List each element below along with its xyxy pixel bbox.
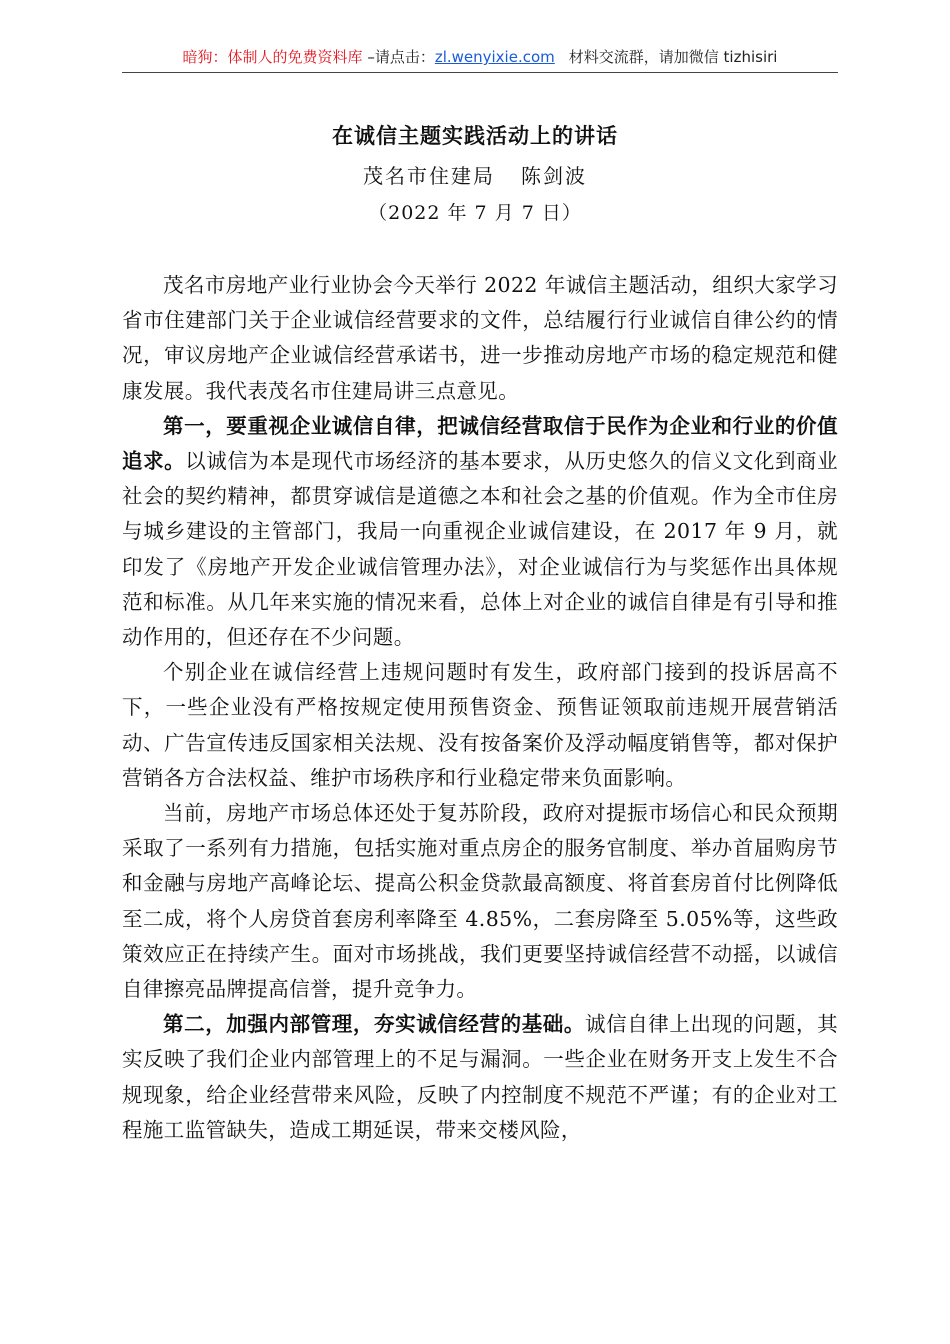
paragraph-point-one	[122, 409, 838, 655]
document-author	[0, 160, 950, 189]
document-title: 在诚信主题实践活动上的讲话	[332, 123, 618, 148]
header-brand: 暗狗：体制人的免费资料库	[182, 48, 363, 66]
paragraph-point-two	[122, 1007, 838, 1148]
author-org: 茂名市住建局	[363, 164, 495, 188]
paragraph-intro: 茂名市房地产业行业协会今天举行 2022 年诚信主题活动，组织大家学习省市住建部门关于企业诚信经营要求的文件，总结履行行业诚信自律公约的情况，审议房地产企业诚信经营承诺书，进一步推动房地产市场的稳定规范和健康发展。我代表茂名市住建局讲三点意见。	[122, 273, 838, 403]
author-name: 陈剑波	[521, 164, 587, 188]
point-one-heading: 第一，要重视企业诚信自律，把诚信经营取信于民作为企业和行业的价值追求。	[122, 413, 838, 474]
header-click-prompt: –请点击：	[362, 48, 435, 66]
document-date: （2022 年 7 月 7 日）	[368, 202, 582, 224]
page-header	[122, 46, 838, 72]
header-group-note: 材料交流群，请加微信 tizhisiri	[568, 48, 778, 66]
point-two-text: 诚信自律上出现的问题，其实反映了我们企业内部管理上的不足与漏洞。一些企业在财务开支上发生不合规现象，给企业经营带来风险，反映了内控制度不规范不严谨；有的企业对工程施工监管缺失，造成工期延误，带来交楼风险，	[122, 1012, 838, 1142]
point-two-heading: 第二，加强内部管理，夯实诚信经营的基础。	[163, 1012, 585, 1037]
paragraph-problems: 个别企业在诚信经营上违规问题时有发生，政府部门接到的投诉居高不下，一些企业没有严格按规定使用预售资金、预售证领取前违规开展营销活动、广告宣传违反国家相关法规、没有按备案价及浮动幅度销售等，都对保护营销各方合法权益、维护市场秩序和行业稳定带来负面影响。	[122, 660, 838, 790]
header-link[interactable]: zl.wenyixie.com	[434, 48, 555, 66]
header-divider	[122, 72, 838, 73]
document-body	[122, 268, 838, 1148]
paragraph-market: 当前，房地产市场总体还处于复苏阶段，政府对提振市场信心和民众预期采取了一系列有力措施，包括实施对重点房企的服务官制度、举办首届购房节和金融与房地产高峰论坛、提高公积金贷款最高额度、将首套房首付比例降低至二成，将个人房贷首套房利率降至 4.85%，二套房降至 5.05%等，这些政策效应正在持续产生。面对市场挑战，我们更要坚持诚信经营不动摇，以诚信自律擦亮品牌提高信誉，提升竞争力。	[122, 801, 838, 1002]
point-one-text: 以诚信为本是现代市场经济的基本要求，从历史悠久的信义文化到商业社会的契约精神，都贯穿诚信是道德之本和社会之基的价值观。作为全市住房与城乡建设的主管部门，我局一向重视企业诚信建设，在 2017 年 9 月，就印发了《房地产开发企业诚信管理办法》，对企业诚信行为与奖惩作出具体规范和标准。从几年来实施的情况来看，总体上对企业的诚信自律是有引导和推动作用的，但还存在不少问题。	[122, 449, 839, 650]
